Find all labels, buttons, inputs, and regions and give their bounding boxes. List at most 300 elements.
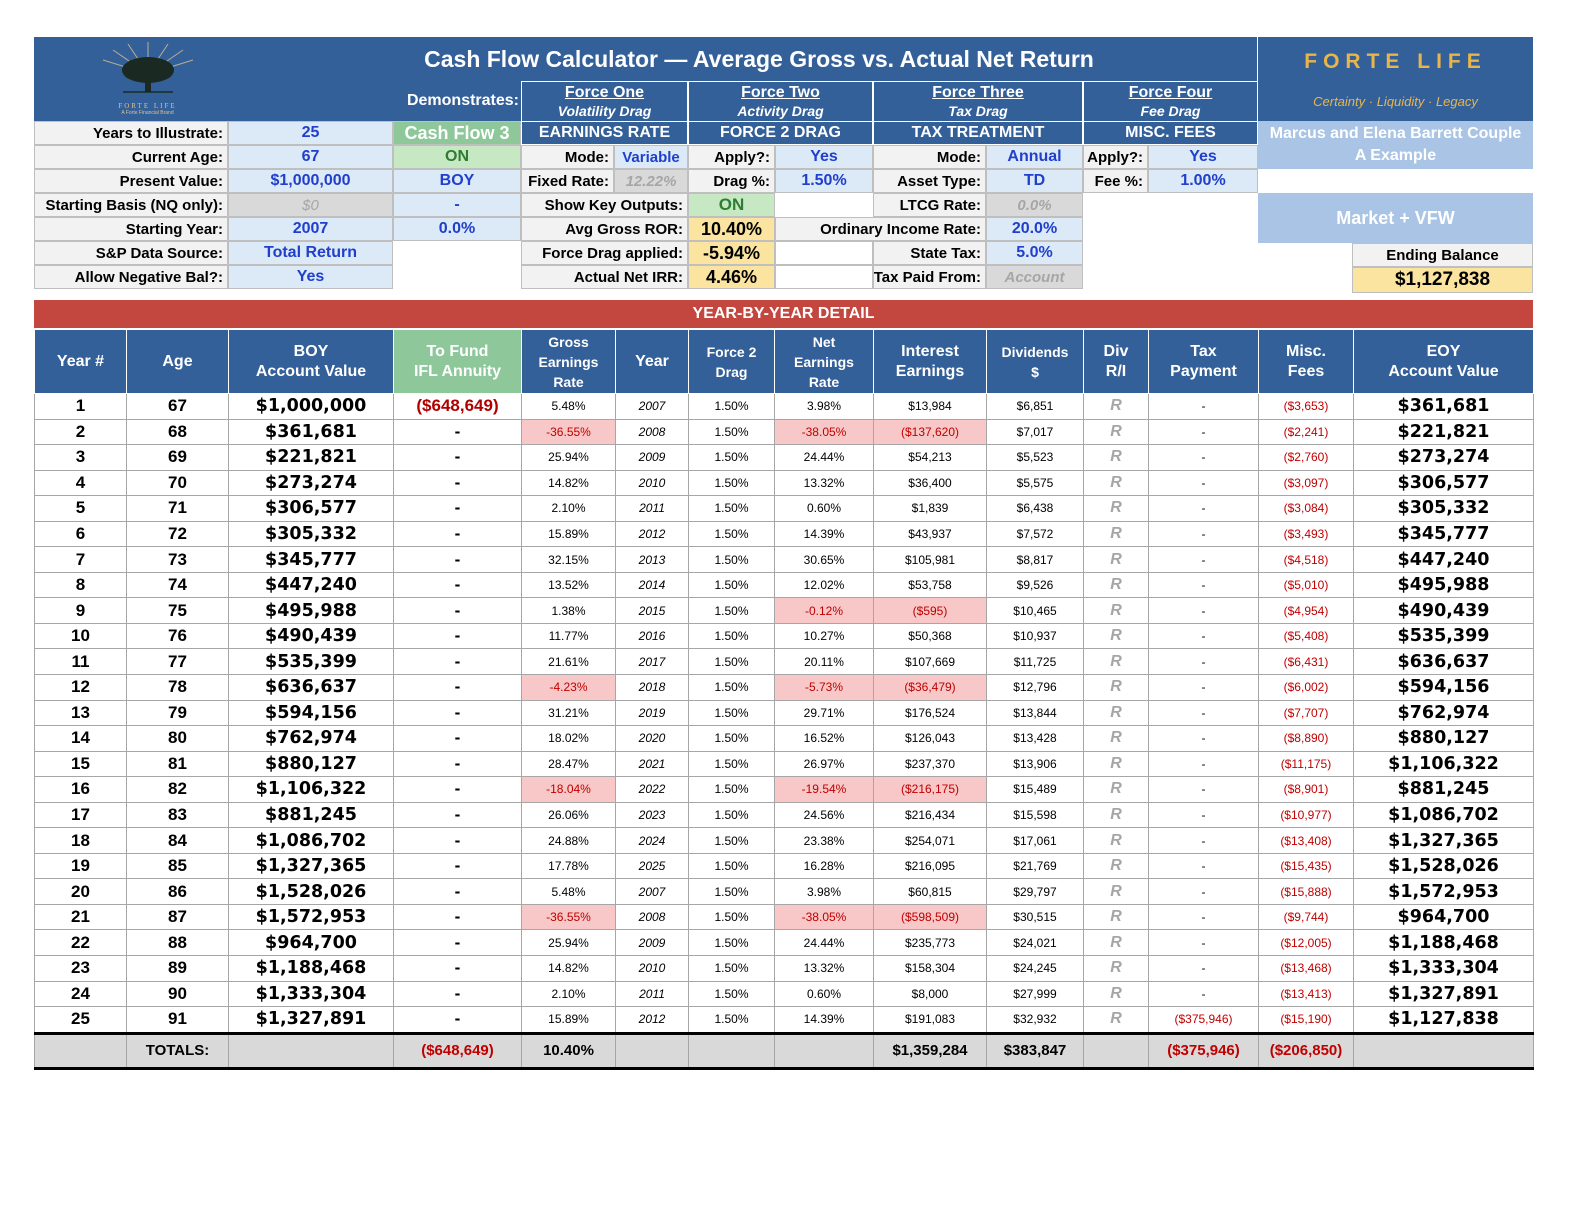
start-year-label: Starting Year: bbox=[34, 217, 228, 241]
age-cell: 82 bbox=[127, 777, 229, 803]
gross-rate-cell: -36.55% bbox=[522, 904, 616, 930]
table-row bbox=[35, 853, 1534, 879]
interest-cell: $1,839 bbox=[874, 496, 987, 522]
year-cell: 2012 bbox=[616, 521, 689, 547]
div-ri-cell: R bbox=[1084, 496, 1149, 522]
force2-drag-cell: 1.50% bbox=[689, 828, 775, 854]
blank-cell bbox=[775, 241, 873, 265]
table-row bbox=[35, 445, 1534, 471]
misc-fees-cell: ($2,760) bbox=[1259, 445, 1354, 471]
boy-value-cell: $490,439 bbox=[229, 623, 394, 649]
ltcg-input[interactable]: 0.0% bbox=[986, 193, 1083, 217]
brand-name: FORTE LIFE bbox=[1304, 49, 1487, 73]
tax-payment-cell: - bbox=[1149, 598, 1259, 624]
year-num-cell: 10 bbox=[35, 623, 127, 649]
year-num-cell: 5 bbox=[35, 496, 127, 522]
net-rate-cell: 16.28% bbox=[775, 853, 874, 879]
boy-value-cell: $361,681 bbox=[229, 419, 394, 445]
gross-rate-cell: 5.48% bbox=[522, 394, 616, 420]
net-rate-cell: -38.05% bbox=[775, 904, 874, 930]
year-cell: 2009 bbox=[616, 930, 689, 956]
col-div-ri: Div R/I bbox=[1084, 330, 1149, 394]
fixed-rate-label: Fixed Rate: bbox=[521, 169, 614, 193]
col-dividends: Dividends $ bbox=[987, 330, 1084, 394]
force2-drag-cell: 1.50% bbox=[689, 623, 775, 649]
year-num-cell: 20 bbox=[35, 879, 127, 905]
interest-cell: $107,669 bbox=[874, 649, 987, 675]
tax-payment-cell: - bbox=[1149, 853, 1259, 879]
eoy-value-cell: $305,332 bbox=[1354, 496, 1534, 522]
year-num-cell: 12 bbox=[35, 675, 127, 701]
gross-rate-cell: 31.21% bbox=[522, 700, 616, 726]
misc-fees-cell: ($15,190) bbox=[1259, 1007, 1354, 1034]
year-num-cell: 4 bbox=[35, 470, 127, 496]
net-rate-cell: 13.32% bbox=[775, 470, 874, 496]
tax-payment-cell: - bbox=[1149, 802, 1259, 828]
totals-tax: ($375,946) bbox=[1149, 1033, 1259, 1068]
year-cell: 2019 bbox=[616, 700, 689, 726]
irr-label: Actual Net IRR: bbox=[521, 265, 688, 289]
to-fund-cell: - bbox=[394, 521, 522, 547]
age-cell: 67 bbox=[127, 394, 229, 420]
force-two-subtitle: Activity Drag bbox=[737, 102, 824, 119]
net-rate-cell: 3.98% bbox=[775, 394, 874, 420]
net-rate-cell: 10.27% bbox=[775, 623, 874, 649]
eoy-value-cell: $306,577 bbox=[1354, 470, 1534, 496]
year-cell: 2013 bbox=[616, 547, 689, 573]
tax-payment-cell: - bbox=[1149, 777, 1259, 803]
table-row bbox=[35, 879, 1534, 905]
div-ri-cell: R bbox=[1084, 930, 1149, 956]
boy-value-cell: $881,245 bbox=[229, 802, 394, 828]
table-row bbox=[35, 802, 1534, 828]
age-cell: 91 bbox=[127, 1007, 229, 1034]
show-outputs-label: Show Key Outputs: bbox=[521, 193, 688, 217]
gross-rate-cell: 17.78% bbox=[522, 853, 616, 879]
to-fund-cell: - bbox=[394, 930, 522, 956]
basis-label: Starting Basis (NQ only): bbox=[34, 193, 228, 217]
tax-payment-cell: - bbox=[1149, 547, 1259, 573]
eoy-value-cell: $881,245 bbox=[1354, 777, 1534, 803]
boy-value-cell: $1,327,365 bbox=[229, 853, 394, 879]
tax-payment-cell: - bbox=[1149, 623, 1259, 649]
tax-payment-cell: - bbox=[1149, 675, 1259, 701]
table-row bbox=[35, 930, 1534, 956]
fees-apply-label: Apply?: bbox=[1083, 145, 1148, 169]
blank-demo bbox=[261, 81, 393, 121]
eoy-value-cell: $762,974 bbox=[1354, 700, 1534, 726]
table-row bbox=[35, 828, 1534, 854]
to-fund-cell: - bbox=[394, 598, 522, 624]
misc-fees-cell: ($11,175) bbox=[1259, 751, 1354, 777]
eoy-value-cell: $495,988 bbox=[1354, 572, 1534, 598]
age-cell: 83 bbox=[127, 802, 229, 828]
force2-drag-cell: 1.50% bbox=[689, 649, 775, 675]
year-cell: 2022 bbox=[616, 777, 689, 803]
misc-fees-cell: ($13,413) bbox=[1259, 981, 1354, 1007]
cash-flow-pct[interactable]: 0.0% bbox=[393, 217, 521, 241]
year-cell: 2010 bbox=[616, 470, 689, 496]
fixed-rate-input[interactable]: 12.22% bbox=[614, 169, 688, 193]
net-rate-cell: 24.44% bbox=[775, 445, 874, 471]
neg-input[interactable]: Yes bbox=[228, 265, 393, 289]
col-interest: Interest Earnings bbox=[874, 330, 987, 394]
div-ri-cell: R bbox=[1084, 572, 1149, 598]
gross-rate-cell: -36.55% bbox=[522, 419, 616, 445]
fee-pct-input[interactable]: 1.00% bbox=[1148, 169, 1258, 193]
force-four-subtitle: Fee Drag bbox=[1140, 102, 1201, 119]
interest-cell: $216,434 bbox=[874, 802, 987, 828]
boy-value-cell: $273,274 bbox=[229, 470, 394, 496]
misc-fees-cell: ($3,084) bbox=[1259, 496, 1354, 522]
title-area bbox=[261, 37, 1257, 81]
tax-paid-input[interactable]: Account bbox=[986, 265, 1083, 289]
blank-cell bbox=[775, 265, 873, 289]
state-tax-input[interactable]: 5.0% bbox=[986, 241, 1083, 265]
year-cell: 2016 bbox=[616, 623, 689, 649]
table-row bbox=[35, 956, 1534, 982]
gross-rate-cell: 24.88% bbox=[522, 828, 616, 854]
force2-drag-cell: 1.50% bbox=[689, 879, 775, 905]
net-rate-cell: 26.97% bbox=[775, 751, 874, 777]
eoy-value-cell: $221,821 bbox=[1354, 419, 1534, 445]
force2-drag-cell: 1.50% bbox=[689, 547, 775, 573]
year-cell: 2025 bbox=[616, 853, 689, 879]
to-fund-cell: - bbox=[394, 981, 522, 1007]
force2-drag-label: Drag %: bbox=[688, 169, 775, 193]
year-num-cell: 25 bbox=[35, 1007, 127, 1034]
age-cell: 84 bbox=[127, 828, 229, 854]
demonstrates-label: Demonstrates: bbox=[393, 81, 521, 121]
tax-mode-label: Mode: bbox=[873, 145, 986, 169]
age-cell: 75 bbox=[127, 598, 229, 624]
cash-flow-dash[interactable]: - bbox=[393, 193, 521, 217]
div-ri-cell: R bbox=[1084, 726, 1149, 752]
gross-rate-cell: -18.04% bbox=[522, 777, 616, 803]
col-year-num: Year # bbox=[35, 330, 127, 394]
net-rate-cell: -0.12% bbox=[775, 598, 874, 624]
age-cell: 85 bbox=[127, 853, 229, 879]
year-num-cell: 11 bbox=[35, 649, 127, 675]
eoy-value-cell: $345,777 bbox=[1354, 521, 1534, 547]
net-rate-cell: -38.05% bbox=[775, 419, 874, 445]
year-num-cell: 15 bbox=[35, 751, 127, 777]
age-cell: 73 bbox=[127, 547, 229, 573]
eoy-value-cell: $1,333,304 bbox=[1354, 956, 1534, 982]
interest-cell: $36,400 bbox=[874, 470, 987, 496]
misc-fees-header: MISC. FEES bbox=[1083, 121, 1258, 145]
eoy-value-cell: $1,086,702 bbox=[1354, 802, 1534, 828]
brand-area bbox=[1258, 37, 1533, 121]
interest-cell: $176,524 bbox=[874, 700, 987, 726]
net-rate-cell: 0.60% bbox=[775, 981, 874, 1007]
age-cell: 80 bbox=[127, 726, 229, 752]
misc-fees-cell: ($8,901) bbox=[1259, 777, 1354, 803]
dividends-cell: $13,428 bbox=[987, 726, 1084, 752]
table-row bbox=[35, 777, 1534, 803]
year-cell: 2021 bbox=[616, 751, 689, 777]
interest-cell: $237,370 bbox=[874, 751, 987, 777]
net-rate-cell: 30.65% bbox=[775, 547, 874, 573]
table-row bbox=[35, 904, 1534, 930]
boy-value-cell: $880,127 bbox=[229, 751, 394, 777]
force2-drag-cell: 1.50% bbox=[689, 802, 775, 828]
col-eoy: EOY Account Value bbox=[1354, 330, 1534, 394]
div-ri-cell: R bbox=[1084, 649, 1149, 675]
show-outputs-toggle[interactable]: ON bbox=[688, 193, 775, 217]
dividends-cell: $32,932 bbox=[987, 1007, 1084, 1034]
boy-value-cell: $594,156 bbox=[229, 700, 394, 726]
brand-tagline: Certainty · Liquidity · Legacy bbox=[1313, 93, 1478, 109]
year-num-cell: 17 bbox=[35, 802, 127, 828]
table-row bbox=[35, 598, 1534, 624]
interest-cell: $54,213 bbox=[874, 445, 987, 471]
eoy-value-cell: $361,681 bbox=[1354, 394, 1534, 420]
boy-value-cell: $964,700 bbox=[229, 930, 394, 956]
basis-input[interactable]: $0 bbox=[228, 193, 393, 217]
force2-drag-cell: 1.50% bbox=[689, 598, 775, 624]
age-cell: 77 bbox=[127, 649, 229, 675]
boy-value-cell: $1,106,322 bbox=[229, 777, 394, 803]
tax-payment-cell: - bbox=[1149, 700, 1259, 726]
tax-payment-cell: - bbox=[1149, 419, 1259, 445]
gross-rate-cell: 15.89% bbox=[522, 521, 616, 547]
year-cell: 2023 bbox=[616, 802, 689, 828]
boy-value-cell: $306,577 bbox=[229, 496, 394, 522]
misc-fees-cell: ($15,435) bbox=[1259, 853, 1354, 879]
gross-rate-cell: 5.48% bbox=[522, 879, 616, 905]
to-fund-cell: ($648,649) bbox=[394, 394, 522, 420]
gross-rate-cell: 2.10% bbox=[522, 981, 616, 1007]
tax-payment-cell: - bbox=[1149, 828, 1259, 854]
tax-treatment-header: TAX TREATMENT bbox=[873, 121, 1083, 145]
earnings-mode-input[interactable]: Variable bbox=[614, 145, 688, 169]
age-input[interactable]: 67 bbox=[228, 145, 393, 169]
age-cell: 78 bbox=[127, 675, 229, 701]
year-cell: 2007 bbox=[616, 879, 689, 905]
net-rate-cell: 0.60% bbox=[775, 496, 874, 522]
to-fund-cell: - bbox=[394, 623, 522, 649]
ordinary-income-input[interactable]: 20.0% bbox=[986, 217, 1083, 241]
year-num-cell: 9 bbox=[35, 598, 127, 624]
year-num-cell: 1 bbox=[35, 394, 127, 420]
table-row bbox=[35, 547, 1534, 573]
dividends-cell: $15,598 bbox=[987, 802, 1084, 828]
gross-rate-cell: 11.77% bbox=[522, 623, 616, 649]
tax-payment-cell: - bbox=[1149, 956, 1259, 982]
misc-fees-cell: ($6,431) bbox=[1259, 649, 1354, 675]
misc-fees-cell: ($10,977) bbox=[1259, 802, 1354, 828]
to-fund-cell: - bbox=[394, 726, 522, 752]
year-num-cell: 7 bbox=[35, 547, 127, 573]
boy-value-cell: $221,821 bbox=[229, 445, 394, 471]
client-line1: Marcus and Elena Barrett Couple bbox=[1269, 125, 1522, 142]
tree-logo-icon bbox=[93, 42, 203, 102]
net-rate-cell: 14.39% bbox=[775, 521, 874, 547]
misc-fees-cell: ($13,408) bbox=[1259, 828, 1354, 854]
fees-apply-input[interactable]: Yes bbox=[1148, 145, 1258, 169]
earnings-rate-header: EARNINGS RATE bbox=[521, 121, 688, 145]
cash-flow-timing[interactable]: BOY bbox=[393, 169, 521, 193]
div-ri-cell: R bbox=[1084, 956, 1149, 982]
gross-rate-cell: -4.23% bbox=[522, 675, 616, 701]
div-ri-cell: R bbox=[1084, 394, 1149, 420]
boy-value-cell: $345,777 bbox=[229, 547, 394, 573]
eoy-value-cell: $1,106,322 bbox=[1354, 751, 1534, 777]
dividends-cell: $17,061 bbox=[987, 828, 1084, 854]
ltcg-label: LTCG Rate: bbox=[873, 193, 986, 217]
year-num-cell: 13 bbox=[35, 700, 127, 726]
age-cell: 68 bbox=[127, 419, 229, 445]
pv-input[interactable]: $1,000,000 bbox=[228, 169, 393, 193]
boy-value-cell: $1,086,702 bbox=[229, 828, 394, 854]
eoy-value-cell: $535,399 bbox=[1354, 623, 1534, 649]
net-rate-cell: 3.98% bbox=[775, 879, 874, 905]
div-ri-cell: R bbox=[1084, 904, 1149, 930]
force2-drag-cell: 1.50% bbox=[689, 981, 775, 1007]
misc-fees-cell: ($4,954) bbox=[1259, 598, 1354, 624]
force2-drag-cell: 1.50% bbox=[689, 496, 775, 522]
year-cell: 2014 bbox=[616, 572, 689, 598]
force2-drag-cell: 1.50% bbox=[689, 394, 775, 420]
age-cell: 90 bbox=[127, 981, 229, 1007]
cash-flow-status[interactable]: ON bbox=[393, 145, 521, 169]
ending-balance-label: Ending Balance bbox=[1352, 243, 1533, 267]
table-row bbox=[35, 675, 1534, 701]
force2-drag-cell: 1.50% bbox=[689, 572, 775, 598]
age-cell: 71 bbox=[127, 496, 229, 522]
age-cell: 88 bbox=[127, 930, 229, 956]
div-ri-cell: R bbox=[1084, 981, 1149, 1007]
div-ri-cell: R bbox=[1084, 598, 1149, 624]
table-row bbox=[35, 394, 1534, 420]
interest-cell: $8,000 bbox=[874, 981, 987, 1007]
totals-fees: ($206,850) bbox=[1259, 1033, 1354, 1068]
force2-drag-cell: 1.50% bbox=[689, 470, 775, 496]
totals-row bbox=[35, 1033, 1534, 1068]
year-num-cell: 16 bbox=[35, 777, 127, 803]
tax-payment-cell: - bbox=[1149, 470, 1259, 496]
age-label: Current Age: bbox=[34, 145, 228, 169]
year-num-cell: 3 bbox=[35, 445, 127, 471]
net-rate-cell: 16.52% bbox=[775, 726, 874, 752]
div-ri-cell: R bbox=[1084, 623, 1149, 649]
dividends-cell: $8,817 bbox=[987, 547, 1084, 573]
eoy-value-cell: $964,700 bbox=[1354, 904, 1534, 930]
table-row bbox=[35, 496, 1534, 522]
misc-fees-cell: ($3,097) bbox=[1259, 470, 1354, 496]
to-fund-cell: - bbox=[394, 700, 522, 726]
asset-type-input[interactable]: TD bbox=[986, 169, 1083, 193]
gross-rate-cell: 18.02% bbox=[522, 726, 616, 752]
eoy-value-cell: $636,637 bbox=[1354, 649, 1534, 675]
year-cell: 2020 bbox=[616, 726, 689, 752]
dividends-cell: $5,575 bbox=[987, 470, 1084, 496]
interest-cell: $50,368 bbox=[874, 623, 987, 649]
div-ri-cell: R bbox=[1084, 777, 1149, 803]
force2-drag-cell: 1.50% bbox=[689, 419, 775, 445]
dividends-cell: $9,526 bbox=[987, 572, 1084, 598]
eoy-value-cell: $594,156 bbox=[1354, 675, 1534, 701]
totals-gross: 10.40% bbox=[522, 1033, 616, 1068]
totals-blank bbox=[775, 1033, 874, 1068]
force-three-subtitle: Tax Drag bbox=[948, 102, 1008, 119]
year-num-cell: 6 bbox=[35, 521, 127, 547]
tax-payment-cell: - bbox=[1149, 930, 1259, 956]
misc-fees-cell: ($7,707) bbox=[1259, 700, 1354, 726]
net-rate-cell: -19.54% bbox=[775, 777, 874, 803]
dividends-cell: $15,489 bbox=[987, 777, 1084, 803]
force-one-subtitle: Volatility Drag bbox=[557, 102, 652, 119]
net-rate-cell: 24.56% bbox=[775, 802, 874, 828]
force2-apply-label: Apply?: bbox=[688, 145, 775, 169]
misc-fees-cell: ($8,890) bbox=[1259, 726, 1354, 752]
force-drag-label: Force Drag applied: bbox=[521, 241, 688, 265]
tax-payment-cell: - bbox=[1149, 879, 1259, 905]
force-four-header bbox=[1083, 81, 1258, 122]
misc-fees-cell: ($12,005) bbox=[1259, 930, 1354, 956]
misc-fees-cell: ($6,002) bbox=[1259, 675, 1354, 701]
force2-drag-cell: 1.50% bbox=[689, 675, 775, 701]
interest-cell: $43,937 bbox=[874, 521, 987, 547]
force2-drag-cell: 1.50% bbox=[689, 521, 775, 547]
dividends-cell: $6,438 bbox=[987, 496, 1084, 522]
force-three-title: Force Three bbox=[932, 83, 1024, 101]
table-row bbox=[35, 1007, 1534, 1034]
to-fund-cell: - bbox=[394, 751, 522, 777]
tax-payment-cell: - bbox=[1149, 521, 1259, 547]
net-rate-cell: 12.02% bbox=[775, 572, 874, 598]
force2-drag-input[interactable]: 1.50% bbox=[775, 169, 873, 193]
to-fund-cell: - bbox=[394, 445, 522, 471]
year-cell: 2007 bbox=[616, 394, 689, 420]
year-cell: 2015 bbox=[616, 598, 689, 624]
force2-drag-cell: 1.50% bbox=[689, 726, 775, 752]
force2-drag-cell: 1.50% bbox=[689, 853, 775, 879]
totals-blank bbox=[1084, 1033, 1149, 1068]
table-row bbox=[35, 981, 1534, 1007]
sp-input[interactable]: Total Return bbox=[228, 241, 393, 265]
interest-cell: ($137,620) bbox=[874, 419, 987, 445]
eoy-value-cell: $1,528,026 bbox=[1354, 853, 1534, 879]
year-cell: 2024 bbox=[616, 828, 689, 854]
tax-mode-input[interactable]: Annual bbox=[986, 145, 1083, 169]
client-name-block bbox=[1258, 121, 1533, 169]
start-year-input[interactable]: 2007 bbox=[228, 217, 393, 241]
tax-paid-label: Tax Paid From: bbox=[873, 265, 986, 289]
years-input[interactable]: 25 bbox=[228, 121, 393, 145]
page-title: Cash Flow Calculator — Average Gross vs. Actual Net Return bbox=[424, 45, 1094, 72]
fee-pct-label: Fee %: bbox=[1083, 169, 1148, 193]
year-cell: 2011 bbox=[616, 496, 689, 522]
net-rate-cell: 23.38% bbox=[775, 828, 874, 854]
year-cell: 2009 bbox=[616, 445, 689, 471]
logo-block bbox=[34, 37, 261, 121]
dividends-cell: $5,523 bbox=[987, 445, 1084, 471]
to-fund-cell: - bbox=[394, 904, 522, 930]
totals-dividends: $383,847 bbox=[987, 1033, 1084, 1068]
boy-value-cell: $1,000,000 bbox=[229, 394, 394, 420]
years-label: Years to Illustrate: bbox=[34, 121, 228, 145]
force2-apply-input[interactable]: Yes bbox=[775, 145, 873, 169]
to-fund-cell: - bbox=[394, 1007, 522, 1034]
pv-label: Present Value: bbox=[34, 169, 228, 193]
year-num-cell: 14 bbox=[35, 726, 127, 752]
year-by-year-table bbox=[34, 329, 1534, 1070]
boy-value-cell: $1,333,304 bbox=[229, 981, 394, 1007]
boy-value-cell: $495,988 bbox=[229, 598, 394, 624]
ordinary-income-label: Ordinary Income Rate: bbox=[775, 217, 986, 241]
